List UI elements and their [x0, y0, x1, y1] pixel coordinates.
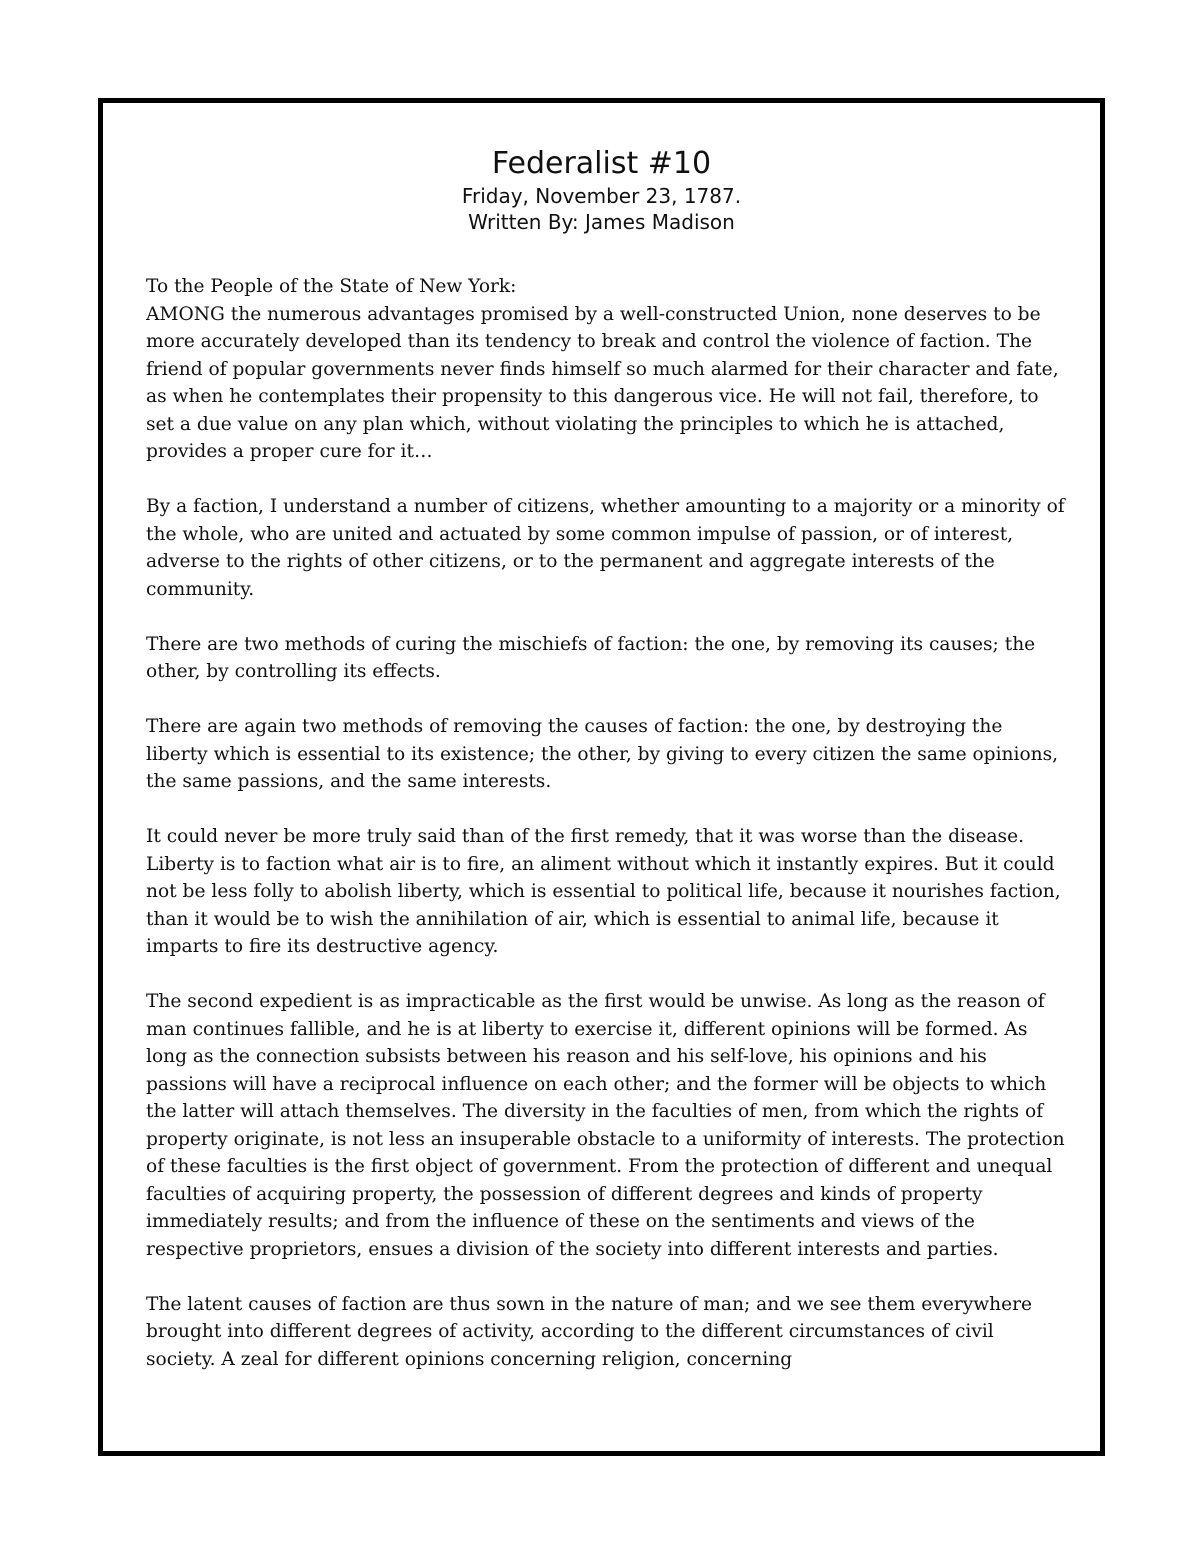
document-title: Federalist #10 [491, 146, 712, 181]
paragraph-6: The second expedient is as impracticable as the first would be unwise. As long as the reason of man continues fallible, and he is at liberty to exercise it, different opinions will be formed. As long as the connection subsists between his reason and his self-love, his opinions and his passions will have a reciprocal influence on each other; and the former will be objects to which the latter will attach themselves. The diversity in the faculties of men, from which the rights of property originate, is not less an insuperable obstacle to a uniformity of interests. The protection of these faculties is the first object of government. From the protection of different and unequal faculties of acquiring property, the possession of different degrees and kinds of property immediately results; and from the influence of these on the sentiments and views of the respective proprietors, ensues a division of the society into different interests and parties. [146, 991, 1065, 1260]
page-border-frame [98, 98, 1105, 1456]
document-body [146, 273, 1066, 1443]
paragraph-2: By a faction, I understand a number of citizens, whether amounting to a majority or a minority of the whole, who are united and actuated by some common impulse of passion, or of interest, adverse to the rights of other citizens, or to the permanent and aggregate interests of the community. [146, 496, 1065, 600]
document-author: Written By: James Madison [468, 210, 735, 234]
document-date: Friday, November 23, 1787. [461, 184, 742, 208]
paragraph-4: There are again two methods of removing the causes of faction: the one, by destroying the liberty which is essential to its existence; the other, by giving to every citizen the same opinions, the same passions, and the same interests. [146, 716, 1059, 792]
document-header [103, 145, 1100, 235]
paragraph-1: AMONG the numerous advantages promised by a well-constructed Union, none deserves to be more accurately developed than its tendency to break and control the violence of faction. The friend of popular governments never finds himself so much alarmed for their character and fate, as when he contemplates their propensity to this dangerous vice. He will not fail, therefore, to set a due value on any plan which, without violating the principles to which he is attached, provides a proper cure for it… [146, 303, 1059, 462]
salutation: To the People of the State of New York: [146, 276, 517, 297]
paragraph-7: The latent causes of faction are thus sown in the nature of man; and we see them everywhere brought into different degrees of activity, according to the different circumstances of civil society. A zeal for different opinions concerning religion, concerning [146, 1293, 1032, 1370]
paragraph-5: It could never be more truly said than of the first remedy, that it was worse than the disease. Liberty is to faction what air is to fire, an aliment without which it instantly expires. But it could not be less folly to abolish liberty, which is essential to political life, because it nourishes faction, than it would be to wish the annihilation of air, which is essential to animal life, because it imparts to fire its destructive agency. [146, 826, 1061, 957]
paragraph-3: There are two methods of curing the mischiefs of faction: the one, by removing its causes; the other, by controlling its effects. [146, 633, 1036, 682]
